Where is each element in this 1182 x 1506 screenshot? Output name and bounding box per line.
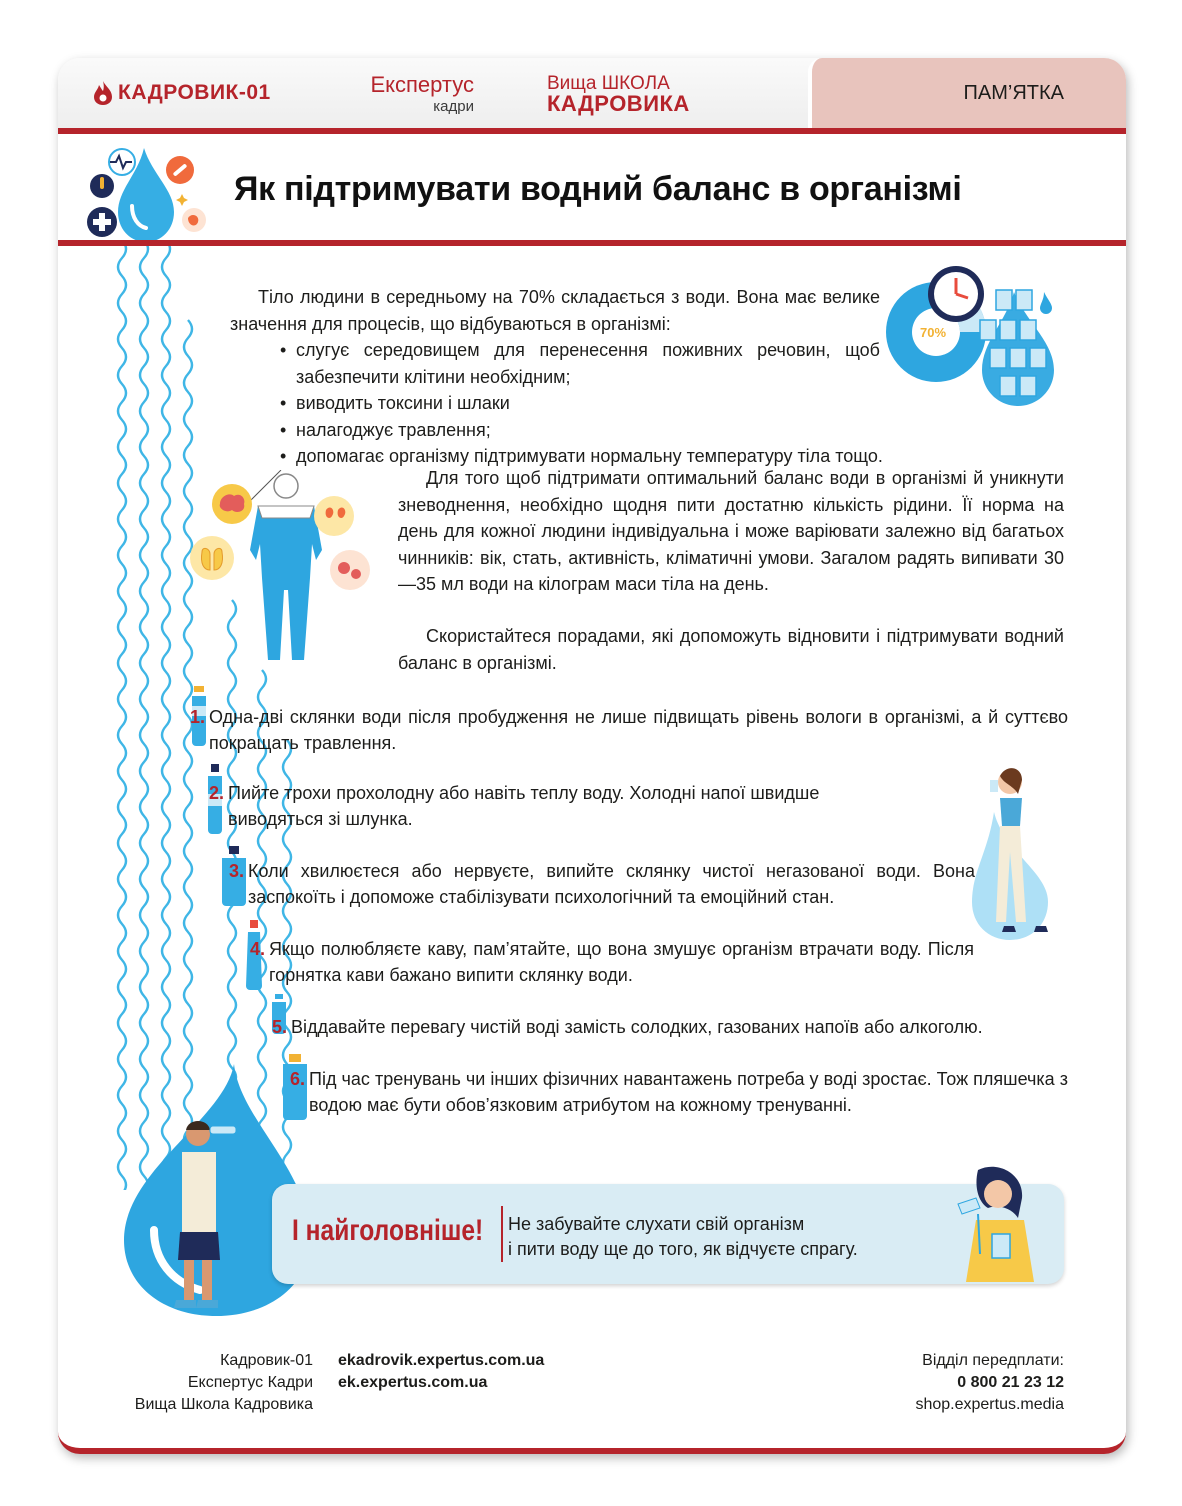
- expertus-logo-main: Експертус: [370, 72, 474, 97]
- title-underline: [58, 240, 1126, 246]
- flame-icon: [92, 80, 114, 106]
- footer-link[interactable]: ek.expertus.com.ua: [338, 1374, 488, 1391]
- footer-brand: Кадровик-01: [220, 1352, 313, 1369]
- footer-shop-link[interactable]: shop.expertus.media: [915, 1396, 1064, 1413]
- human-body-illustration: [186, 470, 386, 660]
- water-drop-icons-illustration: [82, 146, 212, 246]
- school-logo-top: Вища ШКОЛА: [547, 73, 670, 94]
- intro-bullet-list: [280, 337, 883, 470]
- intro-paragraph-2: Для того щоб підтримати оптимальний баланс води в організмі й уникнути зневоднення, необхідно щодня пити достатню кількість рідини. Її норма на день для кожної людини індивідуальна і може варіювати залежно від багатьох чинників: вік, стать, активність, кліматичні умови. Загалом радять випивати 30—35 мл води на кілограм маси тіла на день.: [398, 468, 1064, 594]
- page-title: Як підтримувати водний баланс в організмі: [234, 170, 962, 208]
- woman-pouring-water-illustration: [938, 1164, 1048, 1282]
- kadrovyk-logo-text: КАДРОВИК-01: [118, 81, 271, 104]
- footer-subscription: [780, 1350, 1064, 1416]
- callout-title: І найголовніше!: [292, 1214, 484, 1247]
- intro-paragraph-3: Скористайтеся порадами, які допоможуть відновити і підтримувати водний баланс в організмі.: [398, 626, 1064, 673]
- header: [58, 58, 1126, 134]
- tip-3: [229, 858, 975, 910]
- percentage-label: 70%: [920, 325, 947, 340]
- tip-number: 1.: [190, 707, 206, 727]
- tip-text: Пийте трохи прохолодну або навіть теплу воду. Холодні напої швидше виводяться зі шлунка.: [228, 783, 820, 829]
- tip-number: 4.: [250, 939, 266, 959]
- memo-badge: ПАМ’ЯТКА: [808, 58, 1126, 128]
- tip-text: Якщо полюбляєте каву, пам’ятайте, що вона змушує організм втрачати воду. Після горнятка кави бажано випити склянку води.: [269, 939, 974, 985]
- woman-drinking-illustration: [938, 762, 1058, 942]
- bullet-item: • налагоджує травлення;: [280, 417, 880, 444]
- school-logo-bottom: КАДРОВИКА: [547, 91, 690, 116]
- tip-text: Під час тренувань чи інших фізичних навантажень потреба у воді зростає. Тож пляшечка з водою має бути обов’язковим атрибутом на кожному тренуванні.: [309, 1069, 1068, 1115]
- footer-subscription-label: Відділ передплати:: [922, 1352, 1064, 1369]
- expertus-logo: [350, 74, 474, 118]
- kadrovyk-logo: [92, 80, 271, 106]
- bullet-item: • слугує середовищем для перенесення поживних речовин, щоб забезпечити клітини необхідним;: [280, 337, 880, 390]
- tip-text: Коли хвилюєтеся або нервуєте, випийте склянку чистої негазованої води. Вона заспокоїть і допоможе стабілізувати психологічний та емоційний стан.: [248, 861, 975, 907]
- footer-brands: [100, 1350, 313, 1416]
- footer-links: [338, 1350, 544, 1394]
- tip-number: 3.: [229, 861, 245, 881]
- footer-brand: Експертус Кадри: [187, 1374, 313, 1391]
- callout-separator: [501, 1206, 503, 1262]
- tip-6: [290, 1066, 1068, 1118]
- tip-number: 5.: [272, 1017, 288, 1037]
- bullet-item: • допомагає організму підтримувати нормальну температуру тіла тощо.: [280, 443, 996, 470]
- tip-text: Віддавайте перевагу чистій воді замість солодких, газованих напоїв або алкоголю.: [291, 1017, 983, 1037]
- tip-5: [272, 1014, 1072, 1040]
- tip-1: [190, 704, 1068, 756]
- expertus-logo-sub: кадри: [433, 98, 474, 115]
- tip-number: 6.: [290, 1069, 306, 1089]
- tip-text: Одна-дві склянки води після пробудження не лише підвищать рівень вологи в організмі, а й суттєво покращать травлення.: [209, 707, 1068, 753]
- footer-brand: Вища Школа Кадровика: [134, 1396, 313, 1413]
- callout-line-1: Не забувайте слухати свій організм: [508, 1214, 805, 1234]
- water-percentage-illustration: [884, 262, 1074, 410]
- bullet-item: • виводить токсини і шлаки: [280, 390, 880, 417]
- school-logo: [547, 74, 690, 114]
- tip-2: [209, 780, 909, 832]
- footer-link[interactable]: ekadrovik.expertus.com.ua: [338, 1352, 545, 1369]
- footer-phone[interactable]: 0 800 21 23 12: [957, 1374, 1064, 1391]
- callout-message: [508, 1212, 858, 1262]
- tip-4: [250, 936, 974, 988]
- intro-paragraph-1: Тіло людини в середньому на 70% складається з води. Вона має велике значення для процесів, що відбуваються в організмі:: [230, 287, 880, 334]
- tip-number: 2.: [209, 783, 225, 803]
- callout-line-2: і пити воду ще до того, як відчуєте спрагу.: [508, 1239, 858, 1259]
